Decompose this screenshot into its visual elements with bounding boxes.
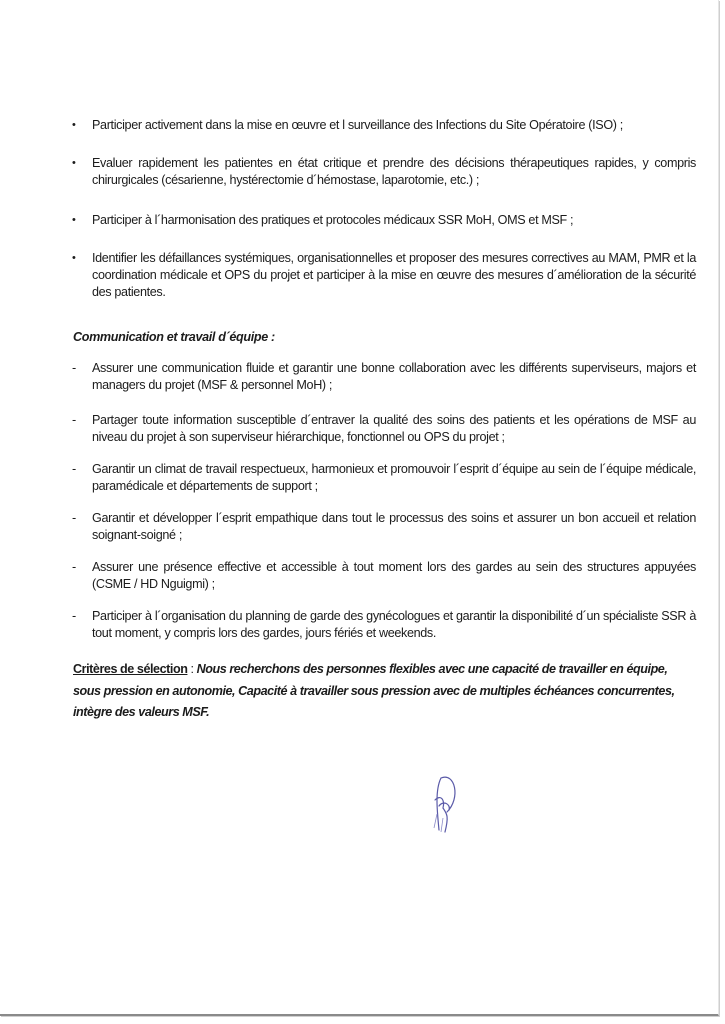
bullet-text: Participer activement dans la mise en œuvre et l surveillance des Infections du Site Opératoire (ISO) ;: [92, 118, 623, 132]
criteria-text: Nous recherchons des personnes flexibles avec une capacité de travailler en équipe, sous pression en autonomie, Capacité à travailler sous pression avec de multiples échéances concurrentes, intègre des valeurs MSF.: [73, 662, 675, 719]
dash-text: Assurer une communication fluide et garantir une bonne collaboration avec les différents superviseurs, majors et managers du projet (MSF & personnel MoH) ;: [92, 361, 696, 392]
bullet-item: [72, 212, 696, 229]
criteria-separator: :: [187, 662, 197, 676]
bullet-text: Identifier les défaillances systémiques, organisationnelles et proposer des mesures correctives au MAM, PMR et la coordination médicale et OPS du projet et participer à la mise en œuvre des mesures d´amélioration de la sécurité des patientes.: [92, 251, 696, 299]
dash-text: Assurer une présence effective et accessible à tout moment lors des gardes au sein des structures appuyées (CSME / HD Nguigmi) ;: [92, 560, 696, 591]
dash-marker: -: [72, 511, 76, 525]
bullet-marker: •: [72, 252, 76, 264]
dash-marker: -: [72, 462, 76, 476]
dash-marker: -: [72, 361, 76, 375]
dash-item: [72, 510, 696, 544]
bullet-item: [72, 250, 696, 301]
dash-marker: -: [72, 609, 76, 623]
bullet-marker: •: [72, 157, 76, 169]
dash-item: [72, 559, 696, 593]
bullet-marker: •: [72, 119, 76, 131]
bullet-marker: •: [72, 214, 76, 226]
dash-text: Garantir un climat de travail respectueux, harmonieux et promouvoir l´esprit d´équipe au sein de l´équipe médicale, paramédicale et départements de support ;: [92, 462, 696, 493]
bullet-text: Evaluer rapidement les patientes en état critique et prendre des décisions thérapeutiques rapides, y compris chirurgicales (césarienne, hystérectomie d´hémostase, laparotomie, etc.) ;: [92, 156, 696, 187]
dash-item: [72, 412, 696, 446]
dash-text: Partager toute information susceptible d´entraver la qualité des soins des patients et les opérations de MSF au niveau du projet à son superviseur hiérarchique, fonctionnel ou OPS du projet ;: [92, 413, 696, 444]
section-heading: Communication et travail d´équipe :: [73, 330, 275, 344]
criteria-label: Critères de sélection: [73, 662, 188, 676]
dash-marker: -: [72, 413, 76, 427]
dash-item: [72, 360, 696, 394]
bullet-item: [72, 117, 696, 134]
dash-text: Participer à l´organisation du planning de garde des gynécologues et garantir la disponibilité d´un spécialiste SSR à tout moment, y compris lors des gardes, jours fériés et weekends.: [92, 609, 696, 640]
handwritten-signature-icon: [425, 770, 475, 840]
selection-criteria: [73, 659, 697, 724]
dash-item: [72, 461, 696, 495]
bullet-item: [72, 155, 696, 189]
dash-marker: -: [72, 560, 76, 574]
dash-text: Garantir et développer l´esprit empathique dans tout le processus des soins et assurer un bon accueil et relation soignant-soigné ;: [92, 511, 696, 542]
bullet-text: Participer à l´harmonisation des pratiques et protocoles médicaux SSR MoH, OMS et MSF ;: [92, 213, 574, 227]
dash-item: [72, 608, 696, 642]
